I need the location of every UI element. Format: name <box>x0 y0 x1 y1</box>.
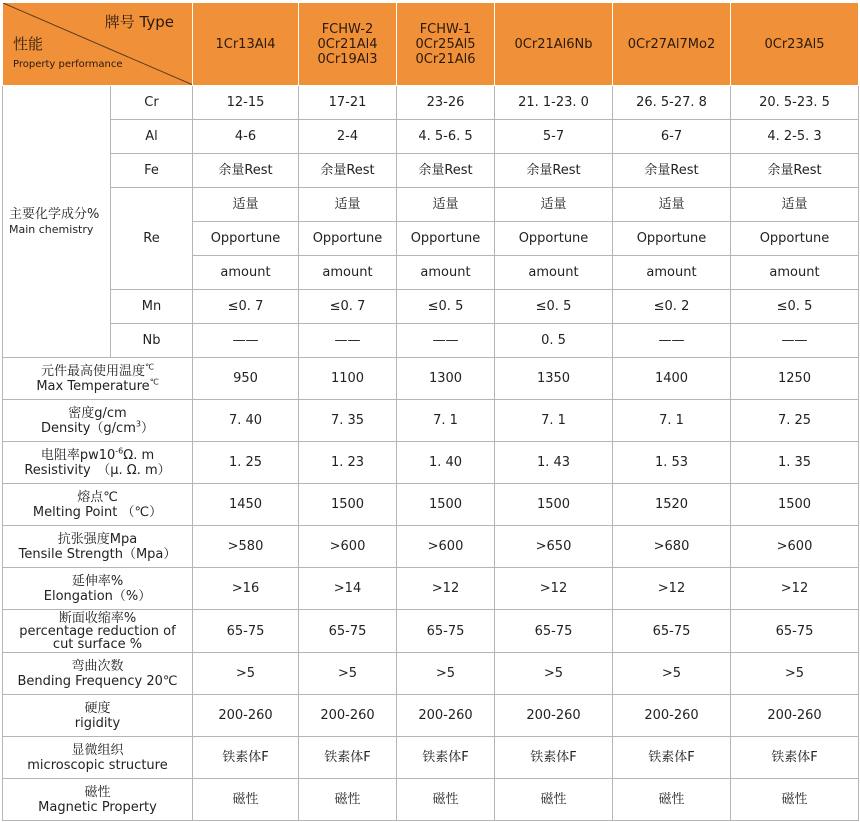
table-cell: 1. 35 <box>731 442 859 484</box>
table-cell: >5 <box>731 653 859 695</box>
table-cell: 1520 <box>613 484 731 526</box>
table-cell: Opportune <box>299 222 397 256</box>
table-cell: 磁性 <box>495 779 613 821</box>
table-cell: 1500 <box>495 484 613 526</box>
table-cell: —— <box>193 324 299 358</box>
table-row <box>3 188 859 222</box>
table-cell: >14 <box>299 568 397 610</box>
table-cell: 65-75 <box>299 610 397 653</box>
table-cell: 26. 5-27. 8 <box>613 86 731 120</box>
brand-header: 0Cr23Al5 <box>731 3 859 86</box>
chemistry-label: 主要化学成分% Main chemistry <box>3 86 111 358</box>
table-cell: 5-7 <box>495 120 613 154</box>
density-label: 密度g/cm $Density(g/cm^3)$ <box>3 400 193 442</box>
table-cell: >600 <box>397 526 495 568</box>
table-cell: 磁性 <box>397 779 495 821</box>
table-cell: 1350 <box>495 358 613 400</box>
table-cell: 余量Rest <box>397 154 495 188</box>
table-cell: 铁素体F <box>397 737 495 779</box>
table-cell: 1300 <box>397 358 495 400</box>
table-cell: ≤0. 2 <box>613 290 731 324</box>
performance-label: 性能 <box>13 35 44 53</box>
brand-header: 0Cr21Al6Nb <box>495 3 613 86</box>
table-cell: 4-6 <box>193 120 299 154</box>
table-cell: 6-7 <box>613 120 731 154</box>
magnetic-property-label: 磁性 Magnetic Property <box>3 779 193 821</box>
table-cell: amount <box>495 256 613 290</box>
table-cell: >5 <box>299 653 397 695</box>
table-cell: 适量 <box>397 188 495 222</box>
table-cell: Opportune <box>731 222 859 256</box>
table-cell: 200-260 <box>397 695 495 737</box>
table-cell: 7. 1 <box>495 400 613 442</box>
table-cell: 1250 <box>731 358 859 400</box>
table-cell: ≤0. 5 <box>495 290 613 324</box>
table-cell: 余量Rest <box>193 154 299 188</box>
table-cell: amount <box>731 256 859 290</box>
table-cell: Opportune <box>397 222 495 256</box>
table-cell: 磁性 <box>613 779 731 821</box>
table-cell: 200-260 <box>613 695 731 737</box>
table-cell: Opportune <box>495 222 613 256</box>
table-row <box>3 324 859 358</box>
table-cell: 7. 1 <box>397 400 495 442</box>
table-row <box>3 120 859 154</box>
table-cell: 1. 40 <box>397 442 495 484</box>
table-cell: 磁性 <box>193 779 299 821</box>
table-cell: 950 <box>193 358 299 400</box>
table-cell: Opportune <box>613 222 731 256</box>
element-cr: Cr <box>111 86 193 120</box>
table-cell: >12 <box>495 568 613 610</box>
brand-header: 0Cr27Al7Mo2 <box>613 3 731 86</box>
table-cell: 65-75 <box>731 610 859 653</box>
table-cell: 7. 1 <box>613 400 731 442</box>
table-cell: 4. 2-5. 3 <box>731 120 859 154</box>
table-row <box>3 568 859 610</box>
table-cell: >5 <box>397 653 495 695</box>
elongation-label: 延伸率% Elongation（%） <box>3 568 193 610</box>
table-cell: 1. 23 <box>299 442 397 484</box>
table-row <box>3 484 859 526</box>
table-cell: 4. 5-6. 5 <box>397 120 495 154</box>
table-cell: >12 <box>613 568 731 610</box>
table-cell: 适量 <box>193 188 299 222</box>
table-cell: 20. 5-23. 5 <box>731 86 859 120</box>
table-cell: 65-75 <box>495 610 613 653</box>
table-cell: >5 <box>495 653 613 695</box>
table-cell: >12 <box>731 568 859 610</box>
table-row <box>3 86 859 120</box>
table-row <box>3 442 859 484</box>
table-cell: 适量 <box>731 188 859 222</box>
element-al: Al <box>111 120 193 154</box>
table-cell: 7. 40 <box>193 400 299 442</box>
table-cell: 余量Rest <box>495 154 613 188</box>
table-row <box>3 154 859 188</box>
table-cell: 2-4 <box>299 120 397 154</box>
table-cell: —— <box>613 324 731 358</box>
table-cell: ≤0. 7 <box>193 290 299 324</box>
element-nb: Nb <box>111 324 193 358</box>
table-cell: Opportune <box>193 222 299 256</box>
table-cell: —— <box>299 324 397 358</box>
table-cell: 磁性 <box>299 779 397 821</box>
table-cell: 65-75 <box>397 610 495 653</box>
table-cell: 铁素体F <box>193 737 299 779</box>
bending-frequency-label: 弯曲次数 Bending Frequency 20℃ <box>3 653 193 695</box>
table-cell: >600 <box>299 526 397 568</box>
table-cell: >600 <box>731 526 859 568</box>
table-cell: >5 <box>193 653 299 695</box>
table-cell: 12-15 <box>193 86 299 120</box>
table-cell: 1500 <box>731 484 859 526</box>
table-cell: ≤0. 7 <box>299 290 397 324</box>
table-cell: 1500 <box>397 484 495 526</box>
brand-header: FCHW-2 0Cr21Al4 0Cr19Al3 <box>299 3 397 86</box>
table-cell: amount <box>193 256 299 290</box>
reduction-label: 断面收缩率% percentage reduction of cut surface % <box>3 610 193 653</box>
melting-point-label: 熔点℃ Melting Point （℃） <box>3 484 193 526</box>
table-row <box>3 358 859 400</box>
table-cell: 7. 35 <box>299 400 397 442</box>
table-row <box>3 526 859 568</box>
table-cell: 铁素体F <box>613 737 731 779</box>
element-re: Re <box>111 188 193 290</box>
table-row <box>3 610 859 653</box>
table-row <box>3 695 859 737</box>
alloy-property-table <box>2 2 859 821</box>
table-cell: —— <box>731 324 859 358</box>
table-cell: 65-75 <box>613 610 731 653</box>
table-cell: >650 <box>495 526 613 568</box>
table-cell: 200-260 <box>731 695 859 737</box>
table-cell: 铁素体F <box>731 737 859 779</box>
table-cell: >580 <box>193 526 299 568</box>
table-cell: 21. 1-23. 0 <box>495 86 613 120</box>
brand-header: FCHW-1 0Cr25Al5 0Cr21Al6 <box>397 3 495 86</box>
table-cell: ≤0. 5 <box>731 290 859 324</box>
table-cell: >16 <box>193 568 299 610</box>
table-cell: 17-21 <box>299 86 397 120</box>
brand-type-label: 牌号 Type <box>104 13 174 31</box>
table-cell: 1100 <box>299 358 397 400</box>
element-mn: Mn <box>111 290 193 324</box>
table-cell: 1. 43 <box>495 442 613 484</box>
table-cell: —— <box>397 324 495 358</box>
microstructure-label: 显微组织 microscopic structure <box>3 737 193 779</box>
table-row <box>3 737 859 779</box>
corner-cell <box>3 3 193 86</box>
table-row <box>3 290 859 324</box>
table-cell: 余量Rest <box>731 154 859 188</box>
table-row <box>3 779 859 821</box>
brand-header: 1Cr13Al4 <box>193 3 299 86</box>
table-cell: >12 <box>397 568 495 610</box>
table-cell: >680 <box>613 526 731 568</box>
max-temperature-label: 元件最高使用温度℃ Max Temperature℃ <box>3 358 193 400</box>
table-cell: 磁性 <box>731 779 859 821</box>
table-row <box>3 400 859 442</box>
tensile-strength-label: 抗张强度Mpa Tensile Strength（Mpa） <box>3 526 193 568</box>
rigidity-label: 硬度 rigidity <box>3 695 193 737</box>
resistivity-label: 电阻率$pw10^{-6}\Omega$. m Resistivity （μ. Ω. m） <box>3 442 193 484</box>
table-cell: >5 <box>613 653 731 695</box>
table-cell: 适量 <box>495 188 613 222</box>
table-cell: 1. 53 <box>613 442 731 484</box>
element-fe: Fe <box>111 154 193 188</box>
performance-label-en: Property performance <box>13 59 123 70</box>
table-cell: ≤0. 5 <box>397 290 495 324</box>
table-cell: 23-26 <box>397 86 495 120</box>
table-cell: 1500 <box>299 484 397 526</box>
table-cell: 1400 <box>613 358 731 400</box>
table-cell: 1. 25 <box>193 442 299 484</box>
table-cell: 200-260 <box>193 695 299 737</box>
table-cell: amount <box>613 256 731 290</box>
table-row <box>3 653 859 695</box>
table-cell: 适量 <box>299 188 397 222</box>
table-cell: 余量Rest <box>613 154 731 188</box>
table-cell: 1450 <box>193 484 299 526</box>
table-cell: amount <box>299 256 397 290</box>
table-cell: 余量Rest <box>299 154 397 188</box>
table-cell: 200-260 <box>299 695 397 737</box>
table-cell: 65-75 <box>193 610 299 653</box>
table-cell: 0. 5 <box>495 324 613 358</box>
header-row <box>3 3 859 86</box>
table-cell: 铁素体F <box>299 737 397 779</box>
table-cell: 铁素体F <box>495 737 613 779</box>
table-cell: 7. 25 <box>731 400 859 442</box>
table-cell: 适量 <box>613 188 731 222</box>
table-cell: 200-260 <box>495 695 613 737</box>
table-cell: amount <box>397 256 495 290</box>
